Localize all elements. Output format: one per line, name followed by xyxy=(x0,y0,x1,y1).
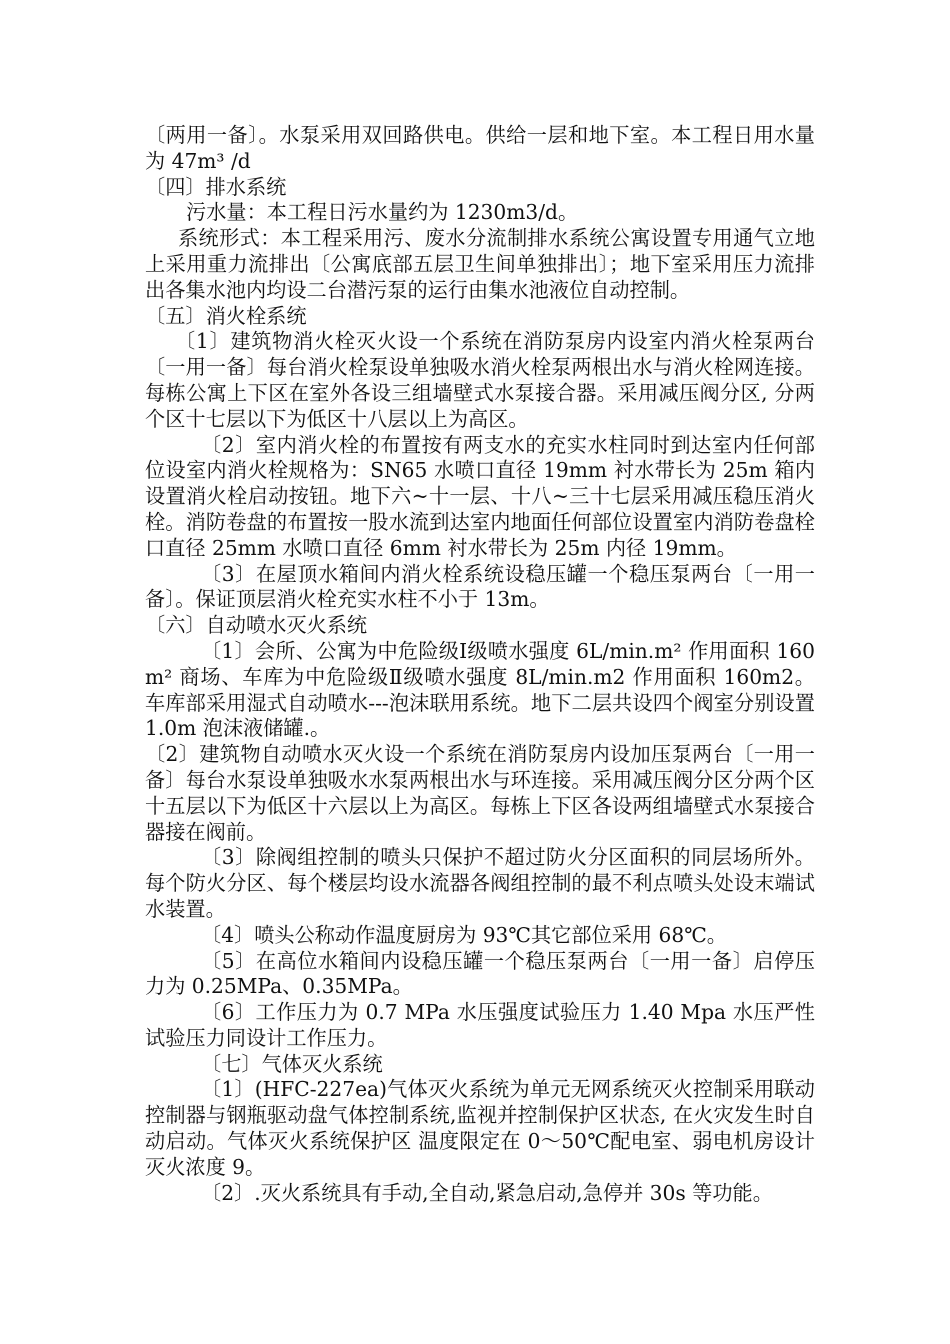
paragraph-p14: 〔5〕在高位水箱间内设稳压罐一个稳压泵两台〔一用一备〕启停压力为 0.25MPa、0.35MPa。 xyxy=(145,948,815,999)
paragraph-p07: 〔2〕室内消火栓的布置按有两支水的充实水柱同时到达室内任何部位设室内消火栓规格为：SN65 水喷口直径 19mm 衬水带长为 25m 箱内设置消火栓启动按钮。地下六~十一层、十八~三十七层采用减压稳压消火栓。消防卷盘的布置按一股水流到达室内地面任何部位设置室内消防卷盘栓口直径 25mm 水喷口直径 6mm 衬水带长为 25m 内径 19mm。 xyxy=(145,432,815,560)
paragraph-p05: 〔五〕消火栓系统 xyxy=(145,303,307,328)
paragraph-p18: 〔2〕.灭火系统具有手动,全自动,紧急启动,急停并 30s 等功能。 xyxy=(201,1180,773,1205)
paragraph-p01: 〔两用一备〕。水泵采用双回路供电。供给一层和地下室。本工程日用水量为 47m³ /d xyxy=(145,123,815,173)
paragraph-p15: 〔6〕工作压力为 0.7 MPa 水压强度试验压力 1.40 Mpa 水压严性试验压力同设计工作压力。 xyxy=(145,1000,815,1050)
paragraph-p02: 〔四〕排水系统 xyxy=(145,174,287,199)
paragraph-p06: 〔1〕建筑物消火栓灭火设一个系统在消防泵房内设室内消火栓泵两台〔一用一备〕每台消火栓泵设单独吸水消火栓泵两根出水与消火栓网连接。每栋公寓上下区在室外各设三组墙壁式水泵接合器。采用减压阀分区, 分两个区十七层以下为低区十八层以上为高区。 xyxy=(145,329,815,431)
paragraph-p17: 〔1〕(HFC-227ea)气体灭火系统为单元无网系统灭火控制采用联动控制器与钢瓶驱动盘气体控制系统,监视并控制保护区状态, 在火灾发生时自动启动。气体灭火系统保护区 温度限定在 0～50℃配电室、弱电机房设计灭火浓度 9。 xyxy=(145,1077,815,1179)
paragraph-p03: 污水量：本工程日污水量约为 1230m3/d。 xyxy=(186,200,579,225)
paragraph-p10: 〔1〕会所、公寓为中危险级Ⅰ级喷水强度 6L/min.m² 作用面积 160m² 商场、车库为中危险级Ⅱ级喷水强度 8L/min.m2 作用面积 160m2。车库部采用湿式自动喷水---泡沫联用系统。地下二层共设四个阀室分别设置 1.0m 泡沫液储罐.。 xyxy=(145,638,815,741)
document-body xyxy=(145,123,815,1206)
paragraph-p11: 〔2〕建筑物自动喷水灭火设一个系统在消防泵房内设加压泵两台〔一用一备〕每台水泵设单独吸水水泵两根出水与环连接。采用减压阀分区分两个区十五层以下为低区十六层以上为高区。每栋上下区各设两组墙壁式水泵接合器接在阀前。 xyxy=(145,742,815,844)
paragraph-p16: 〔七〕气体灭火系统 xyxy=(201,1051,383,1076)
paragraph-p12: 〔3〕除阀组控制的喷头只保护不超过防火分区面积的同层场所外。每个防火分区、每个楼层均设水流器各阀组控制的最不利点喷头处设末端试水装置。 xyxy=(145,845,815,921)
paragraph-p04: 系统形式：本工程采用污、废水分流制排水系统公寓设置专用通气立地上采用重力流排出〔公寓底部五层卫生间单独排出〕；地下室采用压力流排出各集水池内均设二台潜污泵的运行由集水池液位自动控制。 xyxy=(145,226,815,302)
paragraph-p09: 〔六〕自动喷水灭火系统 xyxy=(145,613,368,638)
paragraph-p08: 〔3〕在屋顶水箱间内消火栓系统设稳压罐一个稳压泵两台〔一用一备〕。保证顶层消火栓充实水柱不小于 13m。 xyxy=(145,561,815,612)
paragraph-p13: 〔4〕喷头公称动作温度厨房为 93℃其它部位采用 68℃。 xyxy=(201,922,727,947)
